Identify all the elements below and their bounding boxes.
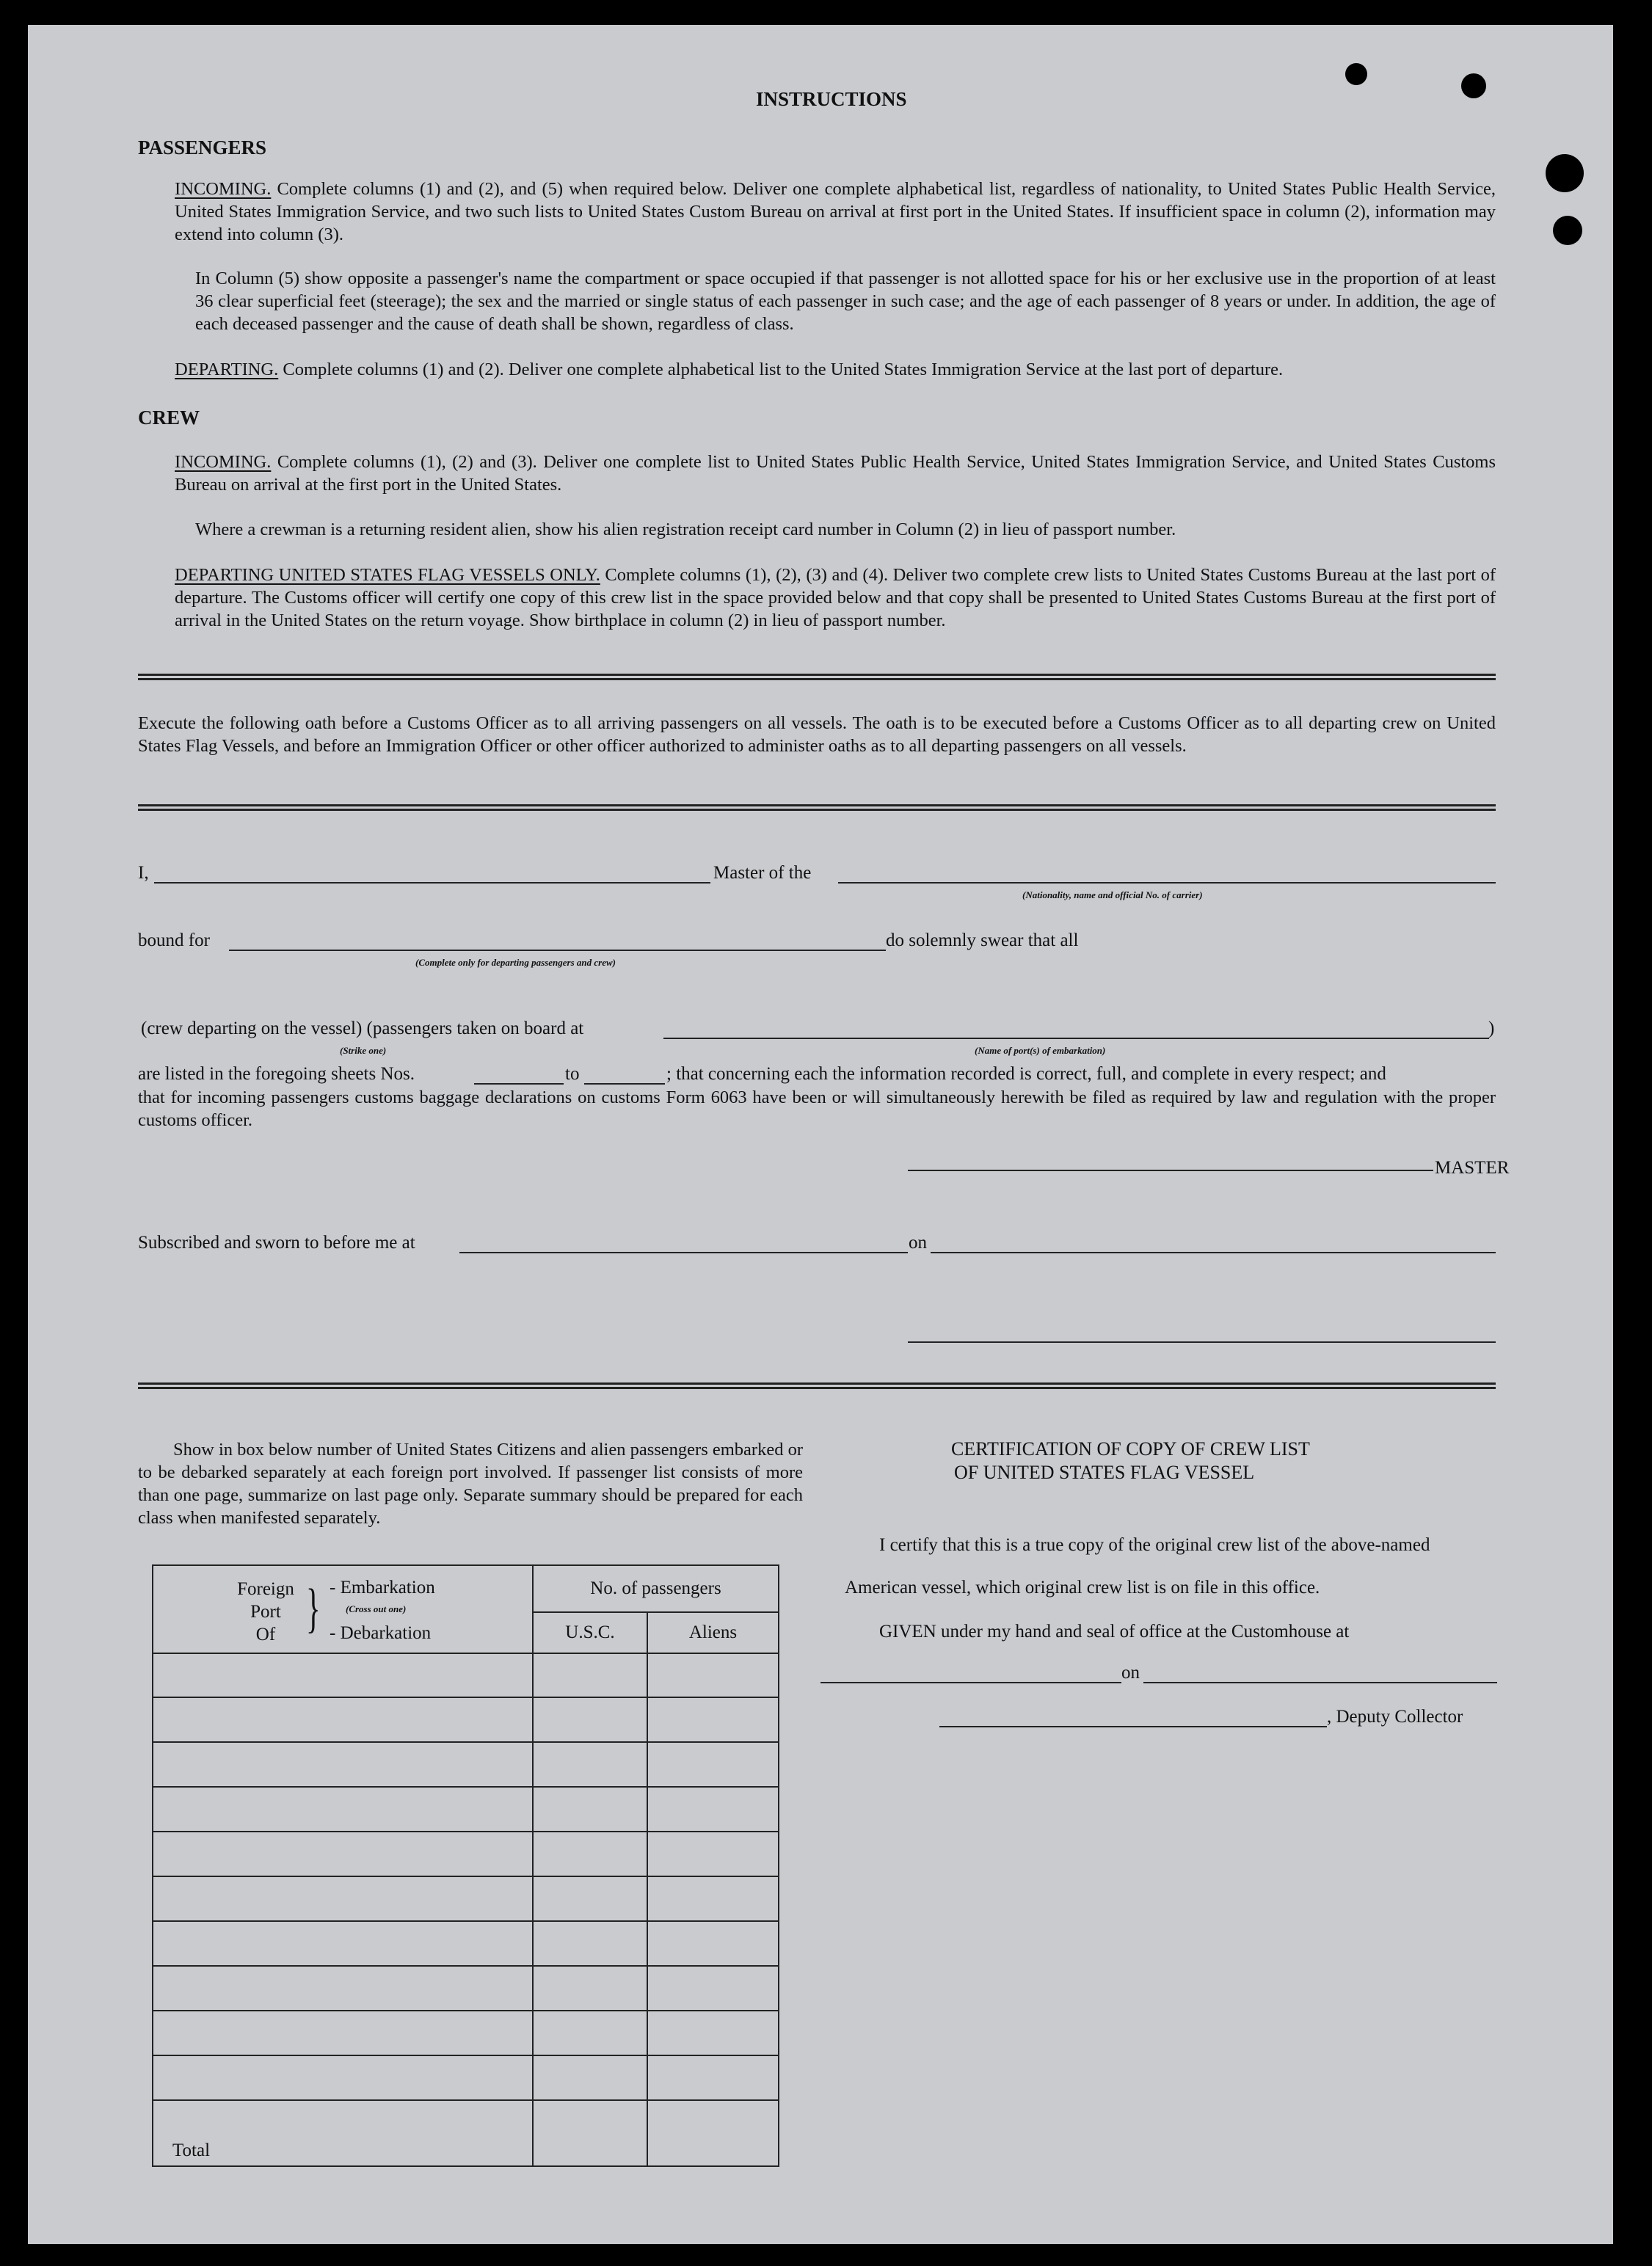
- table-row: [153, 1697, 779, 1742]
- passengers-departing-paragraph: [175, 358, 1503, 381]
- bound-for-field[interactable]: [229, 950, 886, 951]
- no-of-passengers-header: No. of passengers: [533, 1565, 779, 1612]
- sworn-on-field[interactable]: [931, 1252, 1496, 1253]
- usc-cell[interactable]: [533, 1966, 647, 2011]
- punch-hole: [1461, 73, 1486, 98]
- port-cell[interactable]: [153, 1787, 533, 1832]
- port-cell[interactable]: [153, 2011, 533, 2055]
- crewman-paragraph: Where a crewman is a returning resident alien, show his alien registration receipt card number in Column (2) in lieu of passport number.: [195, 520, 1176, 539]
- passengers-incoming-text: Complete columns (1) and (2), and (5) when required below. Deliver one complete alphabetical list, regardless of nationality, to United States Public Health Service, United States Immigration Service, and two such lists to United States Custom Bureau on arrival at first port in the United States. If insufficient space in column (2), information may extend into column (3).: [175, 179, 1496, 244]
- usc-cell[interactable]: [533, 2011, 647, 2055]
- usc-cell[interactable]: [533, 1697, 647, 1742]
- table-row: [153, 1787, 779, 1832]
- aliens-cell[interactable]: [647, 1876, 779, 1921]
- passengers-incoming-label: INCOMING.: [175, 179, 272, 199]
- table-row: [153, 1876, 779, 1921]
- passengers-heading: PASSENGERS: [138, 136, 267, 159]
- subscribed-label: Subscribed and sworn to before me at: [138, 1233, 415, 1253]
- port-cell[interactable]: [153, 1921, 533, 1966]
- passengers-departing-text: Complete columns (1) and (2). Deliver one complete alphabetical list to the United States Immigration Service at the last port of departure.: [283, 360, 1284, 379]
- column5-paragraph: In Column (5) show opposite a passenger's name the compartment or space occupied if that passenger is not allotted space for his or her exclusive use in the proportion of at least 36 clear superficial feet (steerage); the sex and the married or single status of each passenger in such case; and the age of each passenger of 8 years or under. In addition, the age of each deceased passenger and the cause of death shall be shown, regardless of class.: [195, 269, 1496, 334]
- table-row: [153, 1832, 779, 1876]
- embarkation-label: - Embarkation: [330, 1578, 435, 1598]
- aliens-cell[interactable]: [647, 1653, 779, 1697]
- officer-signature-field[interactable]: [908, 1341, 1496, 1343]
- usc-cell[interactable]: [533, 1921, 647, 1966]
- crew-incoming-label: INCOMING.: [175, 452, 272, 472]
- certify-line-2: American vessel, which original crew list is on file in this office.: [845, 1578, 1320, 1598]
- oath-i-label: I,: [138, 863, 149, 883]
- crew-departing-label: DEPARTING UNITED STATES FLAG VESSELS ONLY.: [175, 565, 600, 585]
- table-row: [153, 1742, 779, 1787]
- nationality-note: (Nationality, name and official No. of carrier): [1022, 889, 1203, 900]
- section-divider: [138, 674, 1496, 680]
- deputy-signature-field[interactable]: [939, 1726, 1327, 1727]
- certification-title-1: CERTIFICATION OF COPY OF CREW LIST: [951, 1438, 1310, 1460]
- master-signature-field[interactable]: [908, 1170, 1433, 1171]
- aliens-cell[interactable]: [647, 2011, 779, 2055]
- listed-sheets-label: are listed in the foregoing sheets Nos.: [138, 1064, 415, 1084]
- usc-cell[interactable]: [533, 2055, 647, 2100]
- port-cell[interactable]: [153, 1966, 533, 2011]
- vessel-nationality-field[interactable]: [838, 882, 1496, 884]
- aliens-cell[interactable]: [647, 1742, 779, 1787]
- bracket-icon: }: [305, 1578, 321, 1639]
- table-row: [153, 2011, 779, 2055]
- certification-title-2: OF UNITED STATES FLAG VESSEL: [954, 1462, 1255, 1483]
- aliens-cell[interactable]: [647, 1921, 779, 1966]
- punch-hole: [1345, 63, 1367, 85]
- passengers-incoming-paragraph: [175, 178, 1496, 246]
- usc-total-cell[interactable]: [533, 2100, 647, 2166]
- crew-departing-text: (crew departing on the vessel) (passengers taken on board at: [141, 1019, 584, 1038]
- aliens-cell[interactable]: [647, 1787, 779, 1832]
- master-name-field[interactable]: [154, 882, 710, 884]
- master-signature-label: MASTER: [1435, 1158, 1510, 1178]
- table-row: [153, 1921, 779, 1966]
- table-row: [153, 1653, 779, 1697]
- deputy-collector-label: , Deputy Collector: [1327, 1707, 1463, 1727]
- aliens-cell[interactable]: [647, 2055, 779, 2100]
- total-row: [153, 2100, 779, 2166]
- aliens-cell[interactable]: [647, 1966, 779, 2011]
- given-text: GIVEN under my hand and seal of office at the Customhouse at: [879, 1622, 1350, 1642]
- cross-out-note: (Cross out one): [346, 1603, 407, 1614]
- usc-cell[interactable]: [533, 1787, 647, 1832]
- summary-instructions: Show in box below number of United States Citizens and alien passengers embarked or to be debarked separately at each foreign port involved. If passenger list consists of more than one page, summarize on last page only. Separate summary should be prepared for each class when manifested separately.: [138, 1440, 803, 1528]
- crew-departing-paragraph: [175, 564, 1496, 632]
- aliens-total-cell[interactable]: [647, 2100, 779, 2166]
- solemnly-swear-text: do solemnly swear that all: [886, 930, 1079, 950]
- crew-heading: CREW: [138, 407, 200, 429]
- listed-rest-text: that for incoming passengers customs baggage declarations on customs Form 6063 have been or will simultaneously herewith be filed as required by law and regulation with the proper customs officer.: [138, 1088, 1496, 1130]
- port-cell[interactable]: [153, 1876, 533, 1921]
- passenger-summary-table: [152, 1564, 779, 2167]
- sworn-on-label: on: [909, 1233, 927, 1253]
- close-paren: ): [1488, 1019, 1495, 1038]
- strike-one-note: (Strike one): [340, 1045, 387, 1056]
- usc-cell[interactable]: [533, 1653, 647, 1697]
- usc-cell[interactable]: [533, 1876, 647, 1921]
- port-of-label: Of: [255, 1625, 276, 1644]
- usc-header: U.S.C.: [533, 1612, 647, 1653]
- usc-cell[interactable]: [533, 1832, 647, 1876]
- bound-for-label: bound for: [138, 930, 210, 950]
- table-row: [153, 2055, 779, 2100]
- total-label: Total: [153, 2100, 533, 2166]
- port-cell[interactable]: [153, 1832, 533, 1876]
- instructions-title: INSTRUCTIONS: [756, 88, 907, 110]
- table-row: [153, 1966, 779, 2011]
- sheet-to-field[interactable]: [584, 1083, 665, 1085]
- crew-departing-text: Complete columns (1), (2), (3) and (4). Deliver two complete crew lists to United States Customs Bureau at the last port of departure. The Customs officer will certify one copy of this crew list in the space provided below and that copy shall be presented to United States Customs Bureau at the first port of arrival in the United States on the return voyage. Show birthplace in column (2) in lieu of passport number.: [175, 565, 1496, 630]
- section-divider: [138, 804, 1496, 811]
- usc-cell[interactable]: [533, 1742, 647, 1787]
- port-cell[interactable]: [153, 1653, 533, 1697]
- sworn-at-field[interactable]: [459, 1252, 908, 1253]
- debarkation-label: - Debarkation: [330, 1623, 432, 1643]
- listed-to-label: to: [565, 1064, 580, 1084]
- master-of-the-label: Master of the: [713, 863, 812, 883]
- embarkation-ports-field[interactable]: [663, 1038, 1489, 1039]
- foreign-port-header: [153, 1565, 533, 1653]
- certify-line-1: I certify that this is a true copy of the original crew list of the above-named: [879, 1535, 1430, 1555]
- port-foreign-label: Foreign: [237, 1579, 294, 1599]
- punch-hole: [1546, 154, 1584, 192]
- complete-only-note: (Complete only for departing passengers and crew): [415, 957, 616, 968]
- cert-date-field[interactable]: [1143, 1682, 1497, 1683]
- listed-continuation: ; that concerning each the information recorded is correct, full, and complete in every respect; and: [666, 1064, 1386, 1084]
- ports-note: (Name of port(s) of embarkation): [975, 1045, 1106, 1056]
- section-divider: [138, 1382, 1496, 1389]
- port-port-label: Port: [250, 1602, 281, 1622]
- sheet-from-field[interactable]: [474, 1083, 564, 1085]
- aliens-cell[interactable]: [647, 1697, 779, 1742]
- punch-hole: [1553, 216, 1582, 245]
- form-page: [28, 25, 1613, 2244]
- port-cell[interactable]: [153, 2055, 533, 2100]
- port-cell[interactable]: [153, 1742, 533, 1787]
- aliens-header: Aliens: [647, 1612, 779, 1653]
- oath-intro: Execute the following oath before a Customs Officer as to all arriving passengers on all vessels. The oath is to be executed before a Customs Officer as to all departing crew on United States Flag Vessels, and before an Immigration Officer or other officer authorized to administer oaths as to all departing passengers on all vessels.: [138, 713, 1496, 756]
- crew-incoming-paragraph: [175, 451, 1496, 496]
- crew-incoming-text: Complete columns (1), (2) and (3). Deliver one complete list to United States Public Health Service, United States Immigration Service, and United States Customs Bureau on arrival at the first port in the United States.: [175, 452, 1496, 495]
- port-cell[interactable]: [153, 1697, 533, 1742]
- cert-on-label: on: [1121, 1663, 1140, 1683]
- passengers-departing-label: DEPARTING.: [175, 360, 279, 379]
- aliens-cell[interactable]: [647, 1832, 779, 1876]
- customhouse-field[interactable]: [820, 1682, 1121, 1683]
